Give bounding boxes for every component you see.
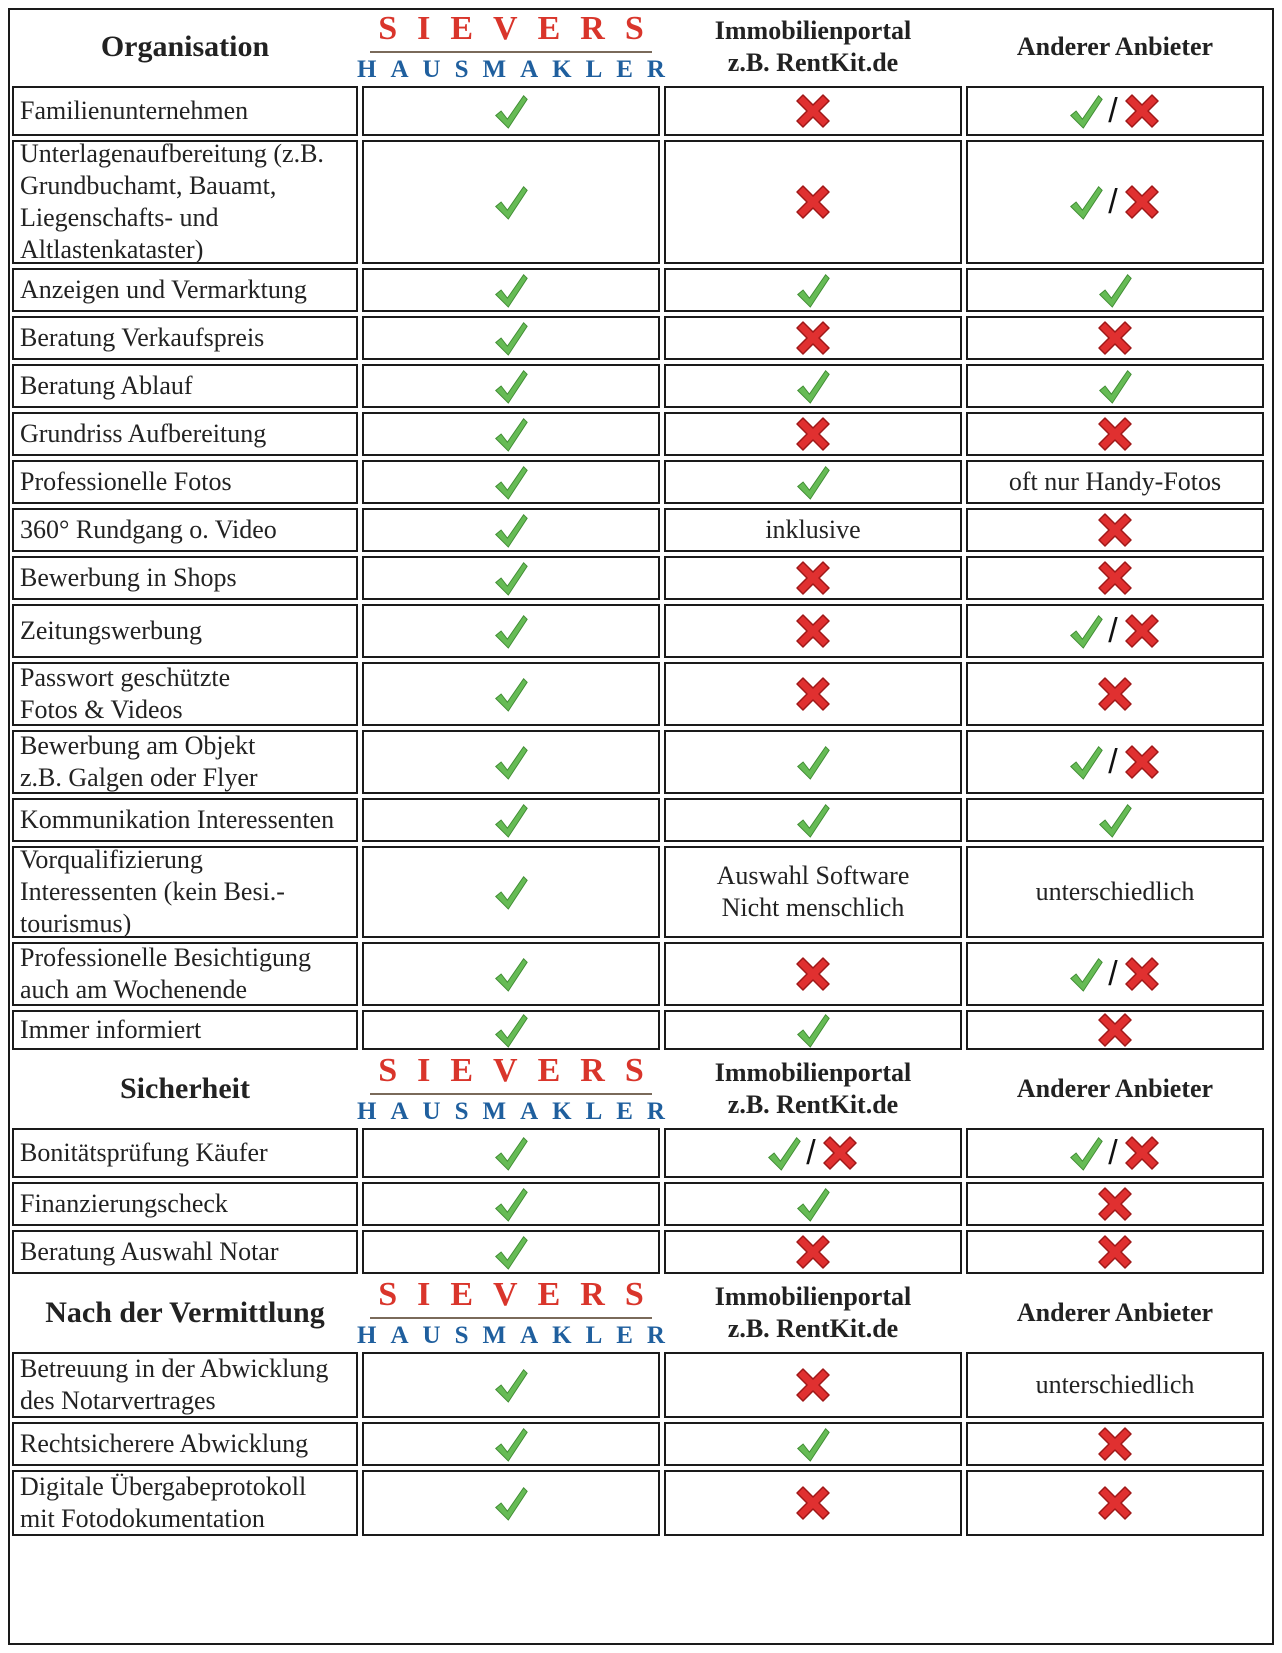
check-icon xyxy=(795,1185,831,1223)
portal-cell xyxy=(664,1182,962,1226)
other-cell xyxy=(966,364,1264,408)
slash-separator: / xyxy=(1108,612,1118,650)
portal-cell xyxy=(664,1230,962,1274)
row-label: Anzeigen und Vermarktung xyxy=(12,268,358,312)
sievers-cell xyxy=(362,508,660,552)
row-label: Professionelle Fotos xyxy=(12,460,358,504)
check-icon xyxy=(1068,743,1104,781)
logo-divider xyxy=(370,1093,652,1095)
other-cell: unterschiedlich xyxy=(966,846,1264,938)
other-cell xyxy=(966,140,1264,264)
sievers-cell xyxy=(362,662,660,726)
row-label: Unterlagenaufbereitung (z.B. Grundbuchamt, Bauamt, Liegenschafts- und Altlastenkataster) xyxy=(12,140,358,264)
row-label: Zeitungswerbung xyxy=(12,604,358,658)
check-icon xyxy=(1097,801,1133,839)
cross-icon xyxy=(1122,1133,1162,1173)
row-label: Passwort geschützte Fotos & Videos xyxy=(12,662,358,726)
portal-cell xyxy=(664,1422,962,1466)
cross-icon xyxy=(1095,1483,1135,1523)
logo-line-2: HAUSMAKLER xyxy=(357,56,679,83)
check-icon xyxy=(493,1185,529,1223)
check-icon xyxy=(493,511,529,549)
cross-icon xyxy=(793,1232,833,1272)
sievers-cell xyxy=(362,556,660,600)
other-cell xyxy=(966,942,1264,1006)
check-icon xyxy=(493,1233,529,1271)
check-icon xyxy=(1068,183,1104,221)
row-label: Vorqualifizierung Interessenten (kein Besi.- tourismus) xyxy=(12,846,358,938)
other-cell xyxy=(966,1128,1264,1178)
header-sievers xyxy=(357,10,679,83)
portal-cell xyxy=(664,1352,962,1418)
portal-cell xyxy=(664,730,962,794)
logo-line-2: HAUSMAKLER xyxy=(357,1322,679,1349)
portal-cell xyxy=(664,140,962,264)
check-icon xyxy=(493,271,529,309)
check-icon xyxy=(493,183,529,221)
check-icon xyxy=(493,1366,529,1404)
cross-icon xyxy=(1095,1010,1135,1050)
other-cell xyxy=(966,798,1264,842)
portal-cell xyxy=(664,412,962,456)
logo-line-1: SIEVERS xyxy=(378,1276,664,1313)
cross-icon xyxy=(793,674,833,714)
other-cell xyxy=(966,1010,1264,1050)
check-icon xyxy=(493,955,529,993)
row-label: Bonitätsprüfung Käufer xyxy=(12,1128,358,1178)
cross-icon xyxy=(1095,558,1135,598)
other-cell xyxy=(966,556,1264,600)
cross-icon xyxy=(1122,182,1162,222)
check-icon xyxy=(795,271,831,309)
cross-icon xyxy=(793,1483,833,1523)
sievers-cell xyxy=(362,460,660,504)
portal-cell xyxy=(664,364,962,408)
header-portal: Immobilienportal z.B. RentKit.de xyxy=(714,1058,912,1119)
sievers-cell xyxy=(362,412,660,456)
check-icon xyxy=(493,92,529,130)
check-icon xyxy=(493,319,529,357)
cross-icon xyxy=(1095,1184,1135,1224)
logo-divider xyxy=(370,1317,652,1319)
cross-icon xyxy=(1095,1232,1135,1272)
row-label: Beratung Auswahl Notar xyxy=(12,1230,358,1274)
section-title: Nach der Vermittlung xyxy=(45,1296,325,1329)
portal-cell xyxy=(664,460,962,504)
sievers-cell xyxy=(362,140,660,264)
check-icon xyxy=(493,1484,529,1522)
check-icon xyxy=(493,559,529,597)
portal-cell xyxy=(664,316,962,360)
logo-divider xyxy=(370,51,652,53)
check-icon xyxy=(1068,1134,1104,1172)
portal-cell xyxy=(664,662,962,726)
check-icon xyxy=(795,1011,831,1049)
cross-icon xyxy=(820,1133,860,1173)
sievers-cell xyxy=(362,846,660,938)
other-cell xyxy=(966,268,1264,312)
check-icon xyxy=(795,1425,831,1463)
header-portal: Immobilienportal z.B. RentKit.de xyxy=(714,16,912,77)
logo-line-1: SIEVERS xyxy=(378,1052,664,1089)
row-label: Beratung Ablauf xyxy=(12,364,358,408)
sievers-cell xyxy=(362,1422,660,1466)
sievers-logo xyxy=(357,1276,679,1349)
sievers-cell xyxy=(362,86,660,136)
sievers-cell xyxy=(362,1182,660,1226)
row-label: Professionelle Besichtigung auch am Wochenende xyxy=(12,942,358,1006)
other-cell xyxy=(966,316,1264,360)
portal-cell xyxy=(664,556,962,600)
portal-cell: inklusive xyxy=(664,508,962,552)
header-sievers xyxy=(357,1276,679,1349)
header-other: Anderer Anbieter xyxy=(1016,1074,1214,1103)
check-icon xyxy=(1068,955,1104,993)
portal-cell xyxy=(664,942,962,1006)
slash-separator: / xyxy=(1108,1134,1118,1172)
header-other: Anderer Anbieter xyxy=(1016,1298,1214,1327)
cross-icon xyxy=(1095,318,1135,358)
row-label: Rechtsicherere Abwicklung xyxy=(12,1422,358,1466)
sievers-cell xyxy=(362,1352,660,1418)
check-icon xyxy=(493,415,529,453)
check-icon xyxy=(493,873,529,911)
check-icon xyxy=(493,1134,529,1172)
check-icon xyxy=(493,743,529,781)
cross-icon xyxy=(1122,611,1162,651)
cross-icon xyxy=(793,954,833,994)
portal-cell: Auswahl Software Nicht menschlich xyxy=(664,846,962,938)
slash-separator: / xyxy=(806,1134,816,1172)
cross-icon xyxy=(1122,91,1162,131)
cross-icon xyxy=(793,558,833,598)
sievers-cell xyxy=(362,1010,660,1050)
slash-separator: / xyxy=(1108,183,1118,221)
row-label: Beratung Verkaufspreis xyxy=(12,316,358,360)
other-cell xyxy=(966,508,1264,552)
cross-icon xyxy=(793,611,833,651)
slash-separator: / xyxy=(1108,92,1118,130)
logo-line-2: HAUSMAKLER xyxy=(357,1098,679,1125)
logo-line-1: SIEVERS xyxy=(378,10,664,47)
portal-cell xyxy=(664,604,962,658)
row-label: Familienunternehmen xyxy=(12,86,358,136)
other-cell: oft nur Handy-Fotos xyxy=(966,460,1264,504)
sievers-cell xyxy=(362,1470,660,1536)
sievers-logo xyxy=(357,1052,679,1125)
other-cell xyxy=(966,1470,1264,1536)
cross-icon xyxy=(793,318,833,358)
sievers-cell xyxy=(362,1230,660,1274)
check-icon xyxy=(1068,92,1104,130)
row-label: 360° Rundgang o. Video xyxy=(12,508,358,552)
header-portal: Immobilienportal z.B. RentKit.de xyxy=(714,1282,912,1343)
sievers-cell xyxy=(362,942,660,1006)
other-cell xyxy=(966,412,1264,456)
portal-cell xyxy=(664,86,962,136)
sievers-cell xyxy=(362,798,660,842)
other-cell xyxy=(966,730,1264,794)
check-icon xyxy=(1097,271,1133,309)
other-cell xyxy=(966,662,1264,726)
row-label: Betreuung in der Abwicklung des Notarvertrages xyxy=(12,1352,358,1418)
check-icon xyxy=(795,367,831,405)
slash-separator: / xyxy=(1108,955,1118,993)
other-cell xyxy=(966,1230,1264,1274)
row-label: Digitale Übergabeprotokoll mit Fotodokumentation xyxy=(12,1470,358,1536)
portal-cell xyxy=(664,798,962,842)
other-cell: unterschiedlich xyxy=(966,1352,1264,1418)
row-label: Kommunikation Interessenten xyxy=(12,798,358,842)
check-icon xyxy=(795,463,831,501)
section-title: Sicherheit xyxy=(120,1072,250,1105)
other-cell xyxy=(966,1422,1264,1466)
cross-icon xyxy=(1095,674,1135,714)
row-label: Bewerbung am Objekt z.B. Galgen oder Flyer xyxy=(12,730,358,794)
row-label: Finanzierungscheck xyxy=(12,1182,358,1226)
cross-icon xyxy=(1122,742,1162,782)
sievers-cell xyxy=(362,268,660,312)
row-label: Bewerbung in Shops xyxy=(12,556,358,600)
header-sievers xyxy=(357,1052,679,1125)
check-icon xyxy=(493,367,529,405)
check-icon xyxy=(493,1425,529,1463)
slash-separator: / xyxy=(1108,743,1118,781)
check-icon xyxy=(795,801,831,839)
check-icon xyxy=(493,801,529,839)
row-label: Immer informiert xyxy=(12,1010,358,1050)
sievers-cell xyxy=(362,604,660,658)
other-cell xyxy=(966,86,1264,136)
portal-cell xyxy=(664,1470,962,1536)
check-icon xyxy=(1097,367,1133,405)
portal-cell xyxy=(664,1128,962,1178)
cross-icon xyxy=(793,414,833,454)
cross-icon xyxy=(1122,954,1162,994)
check-icon xyxy=(766,1134,802,1172)
cross-icon xyxy=(793,1365,833,1405)
cross-icon xyxy=(1095,414,1135,454)
check-icon xyxy=(493,463,529,501)
check-icon xyxy=(493,612,529,650)
header-other: Anderer Anbieter xyxy=(1016,32,1214,61)
check-icon xyxy=(493,675,529,713)
cross-icon xyxy=(1095,510,1135,550)
cross-icon xyxy=(793,182,833,222)
check-icon xyxy=(795,743,831,781)
portal-cell xyxy=(664,1010,962,1050)
comparison-table xyxy=(8,8,1274,1645)
section-title: Organisation xyxy=(100,30,270,63)
portal-cell xyxy=(664,268,962,312)
row-label: Grundriss Aufbereitung xyxy=(12,412,358,456)
cross-icon xyxy=(793,91,833,131)
cross-icon xyxy=(1095,1424,1135,1464)
other-cell xyxy=(966,604,1264,658)
sievers-cell xyxy=(362,1128,660,1178)
check-icon xyxy=(1068,612,1104,650)
sievers-cell xyxy=(362,730,660,794)
sievers-cell xyxy=(362,316,660,360)
sievers-cell xyxy=(362,364,660,408)
check-icon xyxy=(493,1011,529,1049)
sievers-logo xyxy=(357,10,679,83)
other-cell xyxy=(966,1182,1264,1226)
